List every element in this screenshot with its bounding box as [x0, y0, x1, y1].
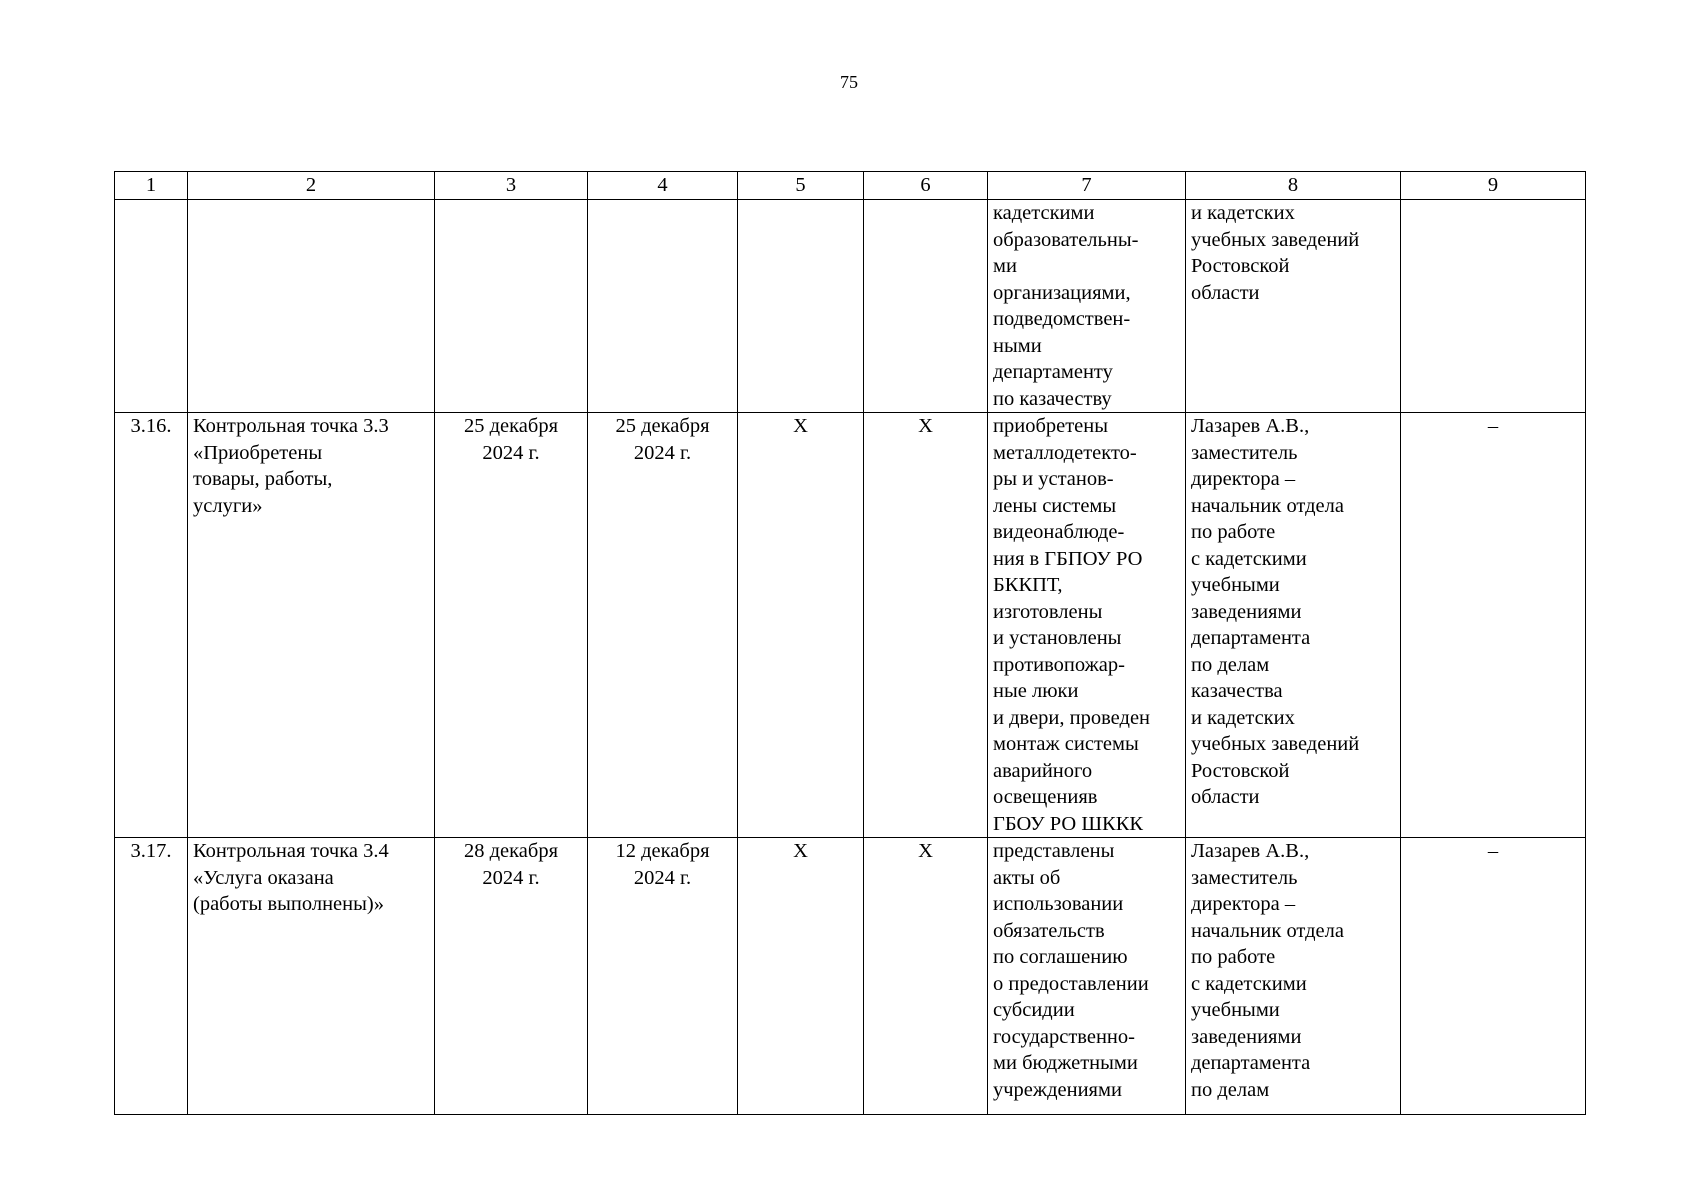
table-row-3-16: [115, 413, 1586, 838]
control-points-table: [114, 171, 1586, 1115]
result-cell: кадетскими образовательны- ми организациями, подведомствен- ными департаменту по казачеству: [988, 200, 1186, 413]
column-number-2: 2: [188, 172, 435, 200]
column-number-6: 6: [864, 172, 988, 200]
page-number: 75: [840, 72, 858, 92]
row-number-cell: 3.16.: [115, 413, 188, 838]
column-6-cell: X: [864, 838, 988, 1115]
planned-date-cell: 28 декабря 2024 г.: [435, 838, 588, 1115]
column-number-3: 3: [435, 172, 588, 200]
note-cell: [1401, 200, 1586, 413]
actual-date-cell: [588, 200, 738, 413]
result-cell: приобретены металлодетекто- ры и установ- лены системы видеонаблюде- ния в ГБПОУ РО БККПТ, изготовлены и установлены противопожар- ные люки и двери, проведен монтаж системы аварийного освещенияв ГБОУ РО ШККК: [988, 413, 1186, 838]
planned-date-cell: [435, 200, 588, 413]
column-number-1: 1: [115, 172, 188, 200]
responsible-cell: Лазарев А.В., заместитель директора – начальник отдела по работе с кадетскими учебными заведениями департамента по делам: [1186, 838, 1401, 1115]
column-number-8: 8: [1186, 172, 1401, 200]
column-6-cell: [864, 200, 988, 413]
column-number-5: 5: [738, 172, 864, 200]
row-number-cell: 3.17.: [115, 838, 188, 1115]
event-name-cell: Контрольная точка 3.3 «Приобретены товары, работы, услуги»: [188, 413, 435, 838]
table-header-row: [115, 172, 1586, 200]
note-cell: –: [1401, 838, 1586, 1115]
column-number-9: 9: [1401, 172, 1586, 200]
table-row-continuation: [115, 200, 1586, 413]
result-cell: представлены акты об использовании обязательств по соглашению о предоставлении субсидии государственно- ми бюджетными учреждениями: [988, 838, 1186, 1115]
actual-date-cell: 12 декабря 2024 г.: [588, 838, 738, 1115]
table-row-3-17: [115, 838, 1586, 1115]
responsible-cell: Лазарев А.В., заместитель директора – начальник отдела по работе с кадетскими учебными заведениями департамента по делам казачества и кадетских учебных заведений Ростовской области: [1186, 413, 1401, 838]
column-number-4: 4: [588, 172, 738, 200]
event-name-cell: Контрольная точка 3.4 «Услуга оказана (работы выполнены)»: [188, 838, 435, 1115]
responsible-cell: и кадетских учебных заведений Ростовской области: [1186, 200, 1401, 413]
column-number-7: 7: [988, 172, 1186, 200]
column-5-cell: X: [738, 838, 864, 1115]
row-number-cell: [115, 200, 188, 413]
column-5-cell: [738, 200, 864, 413]
event-name-cell: [188, 200, 435, 413]
actual-date-cell: 25 декабря 2024 г.: [588, 413, 738, 838]
column-5-cell: X: [738, 413, 864, 838]
note-cell: –: [1401, 413, 1586, 838]
planned-date-cell: 25 декабря 2024 г.: [435, 413, 588, 838]
column-6-cell: X: [864, 413, 988, 838]
